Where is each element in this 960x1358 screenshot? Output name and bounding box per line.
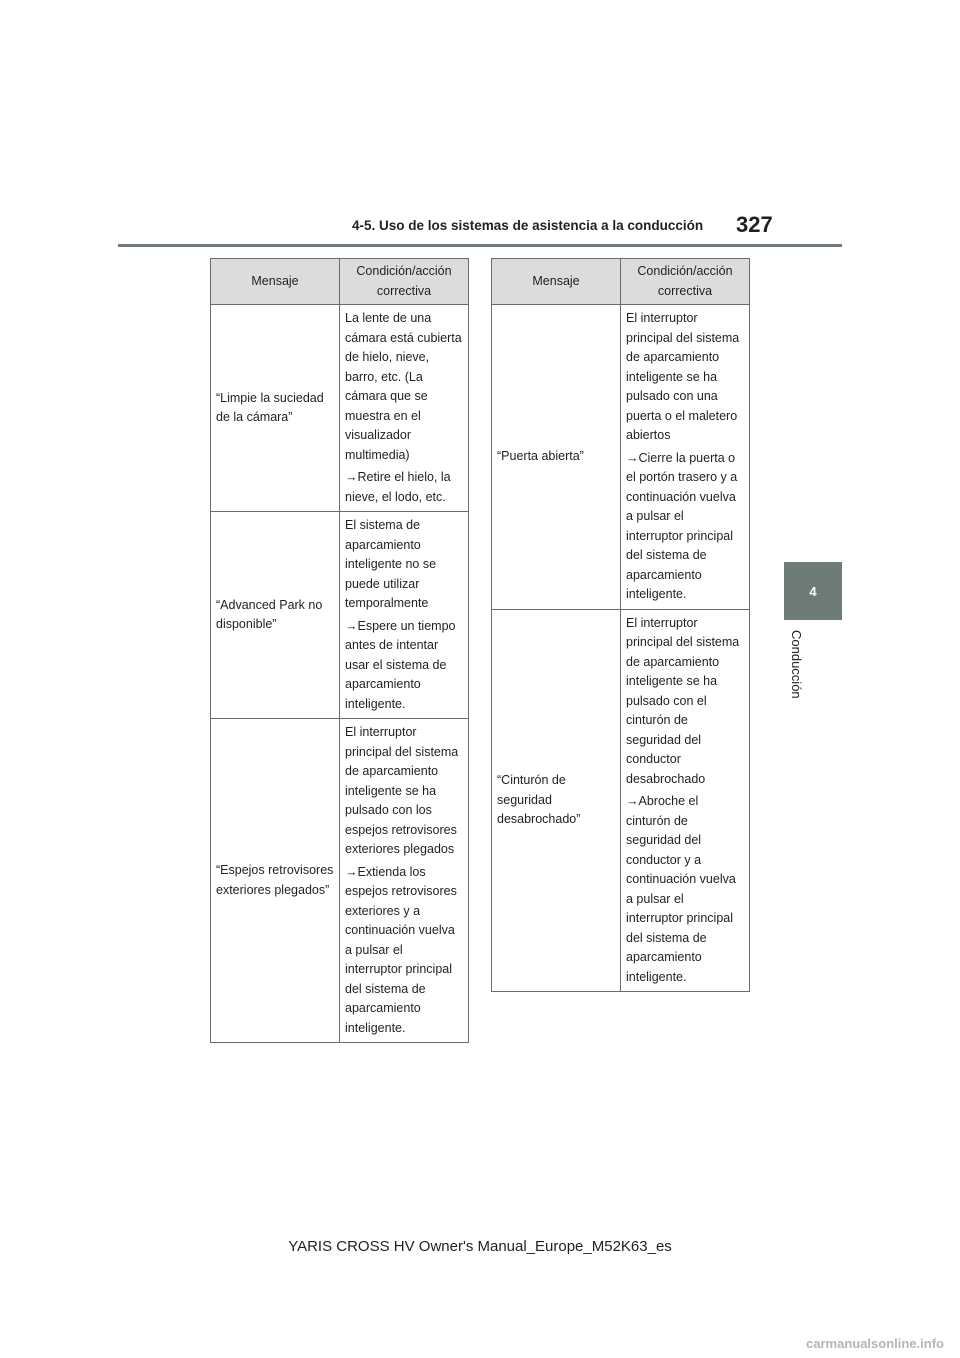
corrective-action-text: →Retire el hielo, la nieve, el lodo, etc. [345, 470, 451, 504]
action-cell [340, 512, 469, 719]
action-cell [340, 719, 469, 1043]
condition-text: El sistema de aparcamiento inteligente no se puede utilizar temporalmente [345, 518, 437, 610]
table-row [211, 305, 469, 512]
message-cell: “Cinturón de seguridad desabrochado” [492, 609, 621, 992]
message-table-left [210, 258, 469, 1043]
action-cell [621, 305, 750, 610]
header-action: Condición/acción correctiva [340, 259, 469, 305]
table-header-row [492, 259, 750, 305]
corrective-action-text: →Extienda los espejos retrovisores exteriores y a continuación vuelva a pulsar el interruptor principal del sistema de aparcamiento inteligente. [345, 864, 457, 1035]
message-cell: “Advanced Park no disponible” [211, 512, 340, 719]
chapter-number: 4 [809, 583, 817, 599]
message-cell: “Limpie la suciedad de la cámara” [211, 305, 340, 512]
condition-text: El interruptor principal del sistema de aparcamiento inteligente se ha pulsado con una puerta o el maletero abiertos [626, 311, 740, 442]
condition-text: El interruptor principal del sistema de aparcamiento inteligente se ha pulsado con el cinturón de seguridad del conductor desabrochado [626, 615, 740, 786]
chapter-name: Conducción [789, 630, 804, 699]
table-header-row [211, 259, 469, 305]
header-divider [118, 244, 842, 247]
action-cell [340, 305, 469, 512]
corrective-action-text: →Espere un tiempo antes de intentar usar el sistema de aparcamiento inteligente. [345, 618, 456, 711]
table-row [211, 719, 469, 1043]
page-number: 327 [736, 212, 773, 237]
corrective-action-text: →Abroche el cinturón de seguridad del conductor y a continuación vuelva a pulsar el interruptor principal del sistema de aparcamiento inteligente. [626, 794, 736, 984]
condition-text: La lente de una cámara está cubierta de hielo, nieve, barro, etc. (La cámara que se muestra en el visualizador multimedia) [345, 311, 462, 462]
header-message: Mensaje [492, 259, 621, 305]
header-message: Mensaje [211, 259, 340, 305]
table-row [492, 305, 750, 610]
action-cell [621, 609, 750, 992]
header-action: Condición/acción correctiva [621, 259, 750, 305]
message-cell: “Espejos retrovisores exteriores plegados” [211, 719, 340, 1043]
chapter-tab[interactable] [784, 562, 842, 620]
message-cell: “Puerta abierta” [492, 305, 621, 610]
corrective-action-text: →Cierre la puerta o el portón trasero y a continuación vuelva a pulsar el interruptor principal del sistema de aparcamiento inteligente. [626, 450, 738, 601]
document-footer: YARIS CROSS HV Owner's Manual_Europe_M52K63_es [288, 1238, 672, 1255]
message-table-right [491, 258, 750, 992]
condition-text: El interruptor principal del sistema de aparcamiento inteligente se ha pulsado con los espejos retrovisores exteriores plegados [345, 725, 459, 856]
section-title: 4-5. Uso de los sistemas de asistencia a la conducción [352, 218, 704, 233]
watermark-text[interactable]: carmanualsonline.info [806, 1336, 944, 1351]
table-row [211, 512, 469, 719]
table-row [492, 609, 750, 992]
